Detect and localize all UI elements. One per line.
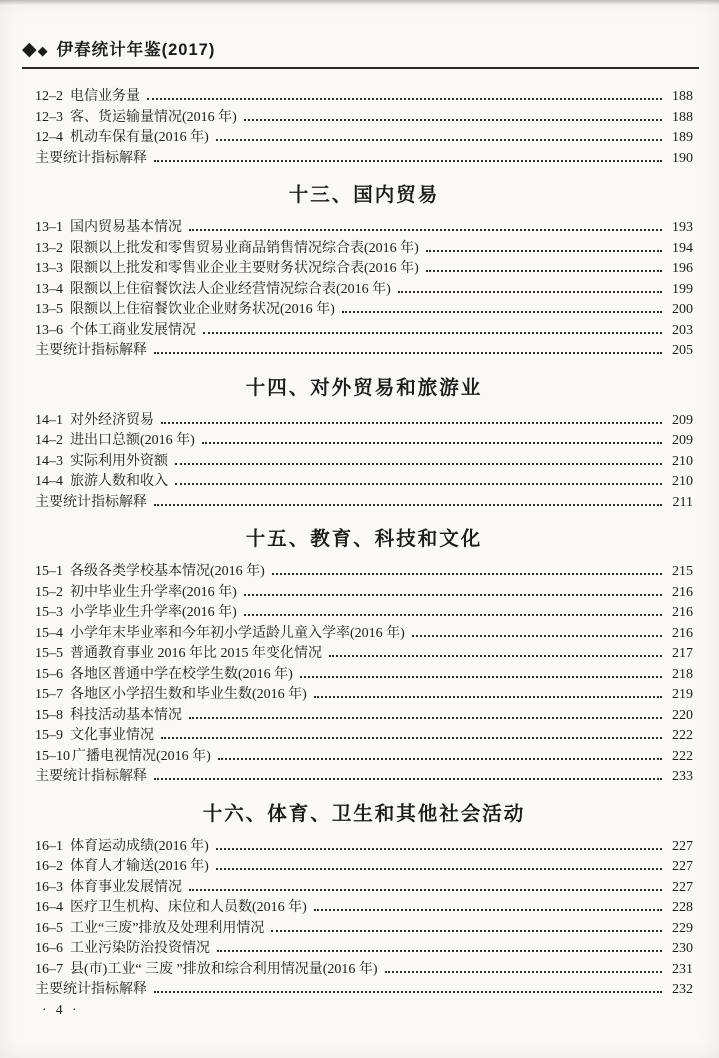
entry-title: 科技活动基本情况: [70, 707, 182, 723]
entry-page-number: 218: [672, 666, 693, 682]
toc-entry-row: [35, 898, 693, 919]
entry-page-number: 196: [672, 261, 693, 276]
entry-page-number: 222: [672, 748, 693, 764]
toc-entry-row: [35, 837, 693, 858]
entry-page-number: 231: [672, 961, 693, 977]
entry-title: 各地区普通中学在校学生数(2016 年): [70, 666, 293, 682]
entry-title: 实际利用外资额: [70, 453, 168, 469]
dot-leader: [272, 573, 662, 575]
dot-leader: [161, 737, 662, 739]
section-heading: 十五、教育、科技和文化: [245, 528, 483, 550]
entry-number: 15–1: [35, 564, 63, 579]
toc-entry-row: [35, 939, 693, 960]
diamond-icon: ◆: [37, 44, 48, 59]
entry-page-number: 227: [672, 838, 693, 854]
entry-page-number: 216: [672, 584, 693, 600]
toc-entry-row: [35, 603, 693, 624]
dot-leader: [300, 676, 662, 678]
toc-entry-row: [35, 685, 693, 706]
dot-leader: [175, 463, 662, 465]
entry-number: 15–3: [35, 605, 63, 620]
toc-entry-row: [35, 493, 693, 514]
dot-leader: [218, 758, 662, 760]
entry-page-number: 200: [672, 302, 693, 317]
entry-number: 15–6: [35, 666, 63, 682]
entry-title: 普通教育事业 2016 年比 2015 年变化情况: [70, 646, 322, 661]
toc-entry-row: [35, 980, 693, 1001]
entry-number: 16–6: [35, 941, 63, 956]
entry-title: 小学年末毕业率和今年初小学适龄儿童入学率(2016 年): [70, 625, 405, 641]
toc-section: [35, 183, 693, 362]
yearbook-title: 伊春统计年鉴(2017): [56, 41, 216, 59]
entry-number: 12–2: [35, 89, 63, 104]
entry-title: 电信业务量: [70, 89, 140, 104]
entry-title: 限额以上批发和零售贸易业商品销售情况综合表(2016 年): [70, 240, 419, 256]
toc-entry-row: [35, 128, 693, 149]
entry-title: 主要统计指标解释: [35, 343, 147, 358]
dot-leader: [175, 483, 662, 485]
toc-entry-row: [35, 857, 693, 878]
entry-title: 限额以上住宿餐饮业企业财务状况(2016 年): [70, 302, 335, 317]
entry-page-number: 220: [672, 707, 693, 723]
entry-page-number: 228: [672, 900, 693, 915]
entry-number: 16–1: [35, 838, 63, 854]
dot-leader: [154, 778, 662, 780]
toc-entry-row: [35, 108, 693, 129]
dot-leader: [147, 98, 662, 100]
entry-number: 15–8: [35, 707, 63, 723]
entry-title: 国内贸易基本情况: [70, 220, 182, 235]
toc-entry-row: [35, 149, 693, 170]
entry-number: 15–4: [35, 625, 63, 641]
entry-page-number: 193: [672, 220, 693, 235]
toc-entry-row: [35, 562, 693, 583]
entry-number: 15–7: [35, 687, 63, 702]
entry-title: 体育人才输送(2016 年): [70, 859, 209, 874]
entry-number: 16–4: [35, 900, 63, 915]
dot-leader: [216, 139, 662, 141]
dot-leader: [154, 991, 662, 993]
toc-entry-row: [35, 280, 693, 301]
toc-section: [35, 87, 693, 169]
dot-leader: [329, 655, 662, 657]
entry-page-number: 188: [672, 89, 693, 104]
toc-entry-row: [35, 259, 693, 280]
dot-leader: [216, 848, 662, 850]
entry-page-number: 227: [672, 879, 693, 895]
section-entries: [35, 837, 693, 1001]
entry-page-number: 216: [672, 605, 693, 620]
toc-section: [35, 376, 693, 514]
toc-entry-row: [35, 706, 693, 727]
entry-page-number: 222: [672, 728, 693, 743]
toc-entry-row: [35, 452, 693, 473]
entry-number: 15–5: [35, 646, 63, 661]
entry-title: 限额以上批发和零售业企业主要财务状况综合表(2016 年): [70, 261, 419, 276]
entry-number: 13–5: [35, 302, 63, 317]
entry-page-number: 188: [672, 109, 693, 125]
dot-leader: [154, 160, 662, 162]
section-entries: [35, 562, 693, 788]
entry-title: 体育运动成绩(2016 年): [70, 838, 209, 854]
toc-entry-row: [35, 726, 693, 747]
toc-entry-row: [35, 919, 693, 940]
page-header: [22, 36, 699, 69]
dot-leader: [161, 422, 662, 424]
toc-entry-row: [35, 239, 693, 260]
entry-page-number: 205: [672, 343, 693, 358]
dot-leader: [244, 119, 662, 121]
dot-leader: [314, 696, 662, 698]
section-entries: [35, 411, 693, 514]
entry-page-number: 215: [672, 564, 693, 579]
entry-page-number: 209: [672, 412, 693, 428]
entry-title: 限额以上住宿餐饮法人企业经营情况综合表(2016 年): [70, 281, 391, 297]
section-entries: [35, 218, 693, 362]
entry-title: 县(市)工业“ 三废 ”排放和综合利用情况量(2016 年): [70, 961, 378, 977]
entry-page-number: 210: [672, 453, 693, 469]
section-heading: 十三、国内贸易: [288, 184, 440, 206]
entry-number: 14–2: [35, 433, 63, 448]
entry-title: 各级各类学校基本情况(2016 年): [70, 564, 265, 579]
entry-page-number: 233: [672, 769, 693, 784]
scan-artifact: [0, 0, 719, 5]
entry-page-number: 219: [672, 687, 693, 702]
toc-entry-row: [35, 767, 693, 788]
section-heading: 十四、对外贸易和旅游业: [245, 376, 483, 399]
dot-leader: [385, 971, 662, 973]
entry-title: 文化事业情况: [70, 728, 154, 743]
entry-page-number: 189: [672, 130, 693, 145]
toc-entry-row: [35, 665, 693, 686]
entry-number: 12–3: [35, 109, 63, 125]
entry-page-number: 203: [672, 322, 693, 338]
toc-entry-row: [35, 341, 693, 362]
entry-page-number: 199: [672, 281, 693, 297]
section-entries: [35, 87, 693, 169]
toc-entry-row: [35, 644, 693, 665]
toc-entry-row: [35, 624, 693, 645]
toc-entry-row: [35, 300, 693, 321]
dot-leader: [189, 717, 662, 719]
dot-leader: [217, 950, 662, 952]
entry-number: 14–1: [35, 412, 63, 428]
entry-page-number: 194: [672, 240, 693, 256]
dot-leader: [244, 614, 662, 616]
entry-number: 14–3: [35, 453, 63, 469]
entry-title: 工业污染防治投资情况: [70, 941, 210, 956]
entry-number: 15–2: [35, 584, 63, 600]
toc-entry-row: [35, 431, 693, 452]
entry-number: 16–3: [35, 879, 63, 895]
entry-title: 主要统计指标解释: [35, 982, 147, 997]
toc-entry-row: [35, 321, 693, 342]
entry-title: 各地区小学招生数和毕业生数(2016 年): [70, 687, 307, 702]
entry-number: 12–4: [35, 130, 63, 145]
section-heading: 十六、体育、卫生和其他社会活动: [202, 802, 526, 825]
dot-leader: [189, 889, 662, 891]
toc-entry-row: [35, 472, 693, 493]
entry-number: 15–9: [35, 728, 63, 743]
dot-leader: [426, 270, 662, 272]
dot-leader: [216, 868, 662, 870]
dot-leader: [189, 229, 662, 231]
dot-leader: [244, 594, 662, 596]
dot-leader: [412, 635, 662, 637]
dot-leader: [154, 504, 662, 506]
entry-number: 13–1: [35, 220, 63, 235]
toc-entry-row: [35, 411, 693, 432]
entry-number: 13–2: [35, 240, 63, 256]
entry-title: 初中毕业生升学率(2016 年): [70, 584, 237, 600]
entry-page-number: 227: [672, 859, 693, 874]
dot-leader: [154, 352, 662, 354]
dot-leader: [398, 291, 662, 293]
entry-title: 主要统计指标解释: [35, 150, 147, 166]
dot-leader: [314, 909, 662, 911]
entry-title: 工业“三废”排放及处理利用情况: [70, 920, 265, 936]
toc-entry-row: [35, 878, 693, 899]
diamond-icon: ◆: [22, 38, 37, 60]
entry-number: 16–7: [35, 961, 63, 977]
entry-number: 13–3: [35, 261, 63, 276]
entry-page-number: 190: [672, 150, 693, 166]
entry-title: 广播电视情况(2016 年): [72, 748, 211, 764]
entry-number: 13–4: [35, 281, 63, 297]
dot-leader: [271, 930, 662, 932]
dot-leader: [203, 332, 662, 334]
entry-number: 16–2: [35, 859, 63, 874]
entry-page-number: 209: [672, 433, 693, 448]
entry-title: 对外经济贸易: [70, 412, 154, 428]
toc-entry-row: [35, 747, 693, 768]
entry-number: 13–6: [35, 322, 63, 338]
entry-title: 主要统计指标解释: [35, 494, 147, 510]
entry-number: 14–4: [35, 474, 63, 489]
toc-entry-row: [35, 583, 693, 604]
entry-title: 主要统计指标解释: [35, 769, 147, 784]
entry-page-number: 229: [672, 920, 693, 936]
toc-section: [35, 802, 693, 1001]
entry-title: 客、货运输量情况(2016 年): [70, 109, 237, 125]
page-number-footer: · 4 ·: [42, 1002, 80, 1017]
entry-page-number: 232: [672, 982, 693, 997]
entry-number: 16–5: [35, 920, 63, 936]
toc-sections: [0, 69, 719, 1001]
entry-number: 15–10: [35, 748, 70, 764]
entry-page-number: 230: [672, 941, 693, 956]
toc-entry-row: [35, 218, 693, 239]
dot-leader: [426, 250, 662, 252]
dot-leader: [342, 311, 662, 313]
entry-page-number: 216: [672, 625, 693, 641]
entry-title: 体育事业发展情况: [70, 879, 182, 895]
toc-entry-row: [35, 960, 693, 981]
entry-title: 旅游人数和收入: [70, 474, 168, 489]
toc-section: [35, 527, 693, 788]
entry-title: 机动车保有量(2016 年): [70, 130, 209, 145]
dot-leader: [202, 442, 662, 444]
toc-entry-row: [35, 87, 693, 108]
entry-page-number: 210: [672, 474, 693, 489]
entry-title: 小学毕业生升学率(2016 年): [70, 605, 237, 620]
entry-page-number: 217: [672, 646, 693, 661]
entry-page-number: 211: [672, 494, 693, 510]
entry-title: 个体工商业发展情况: [70, 322, 196, 338]
entry-title: 进出口总额(2016 年): [70, 433, 195, 448]
entry-title: 医疗卫生机构、床位和人员数(2016 年): [70, 900, 307, 915]
